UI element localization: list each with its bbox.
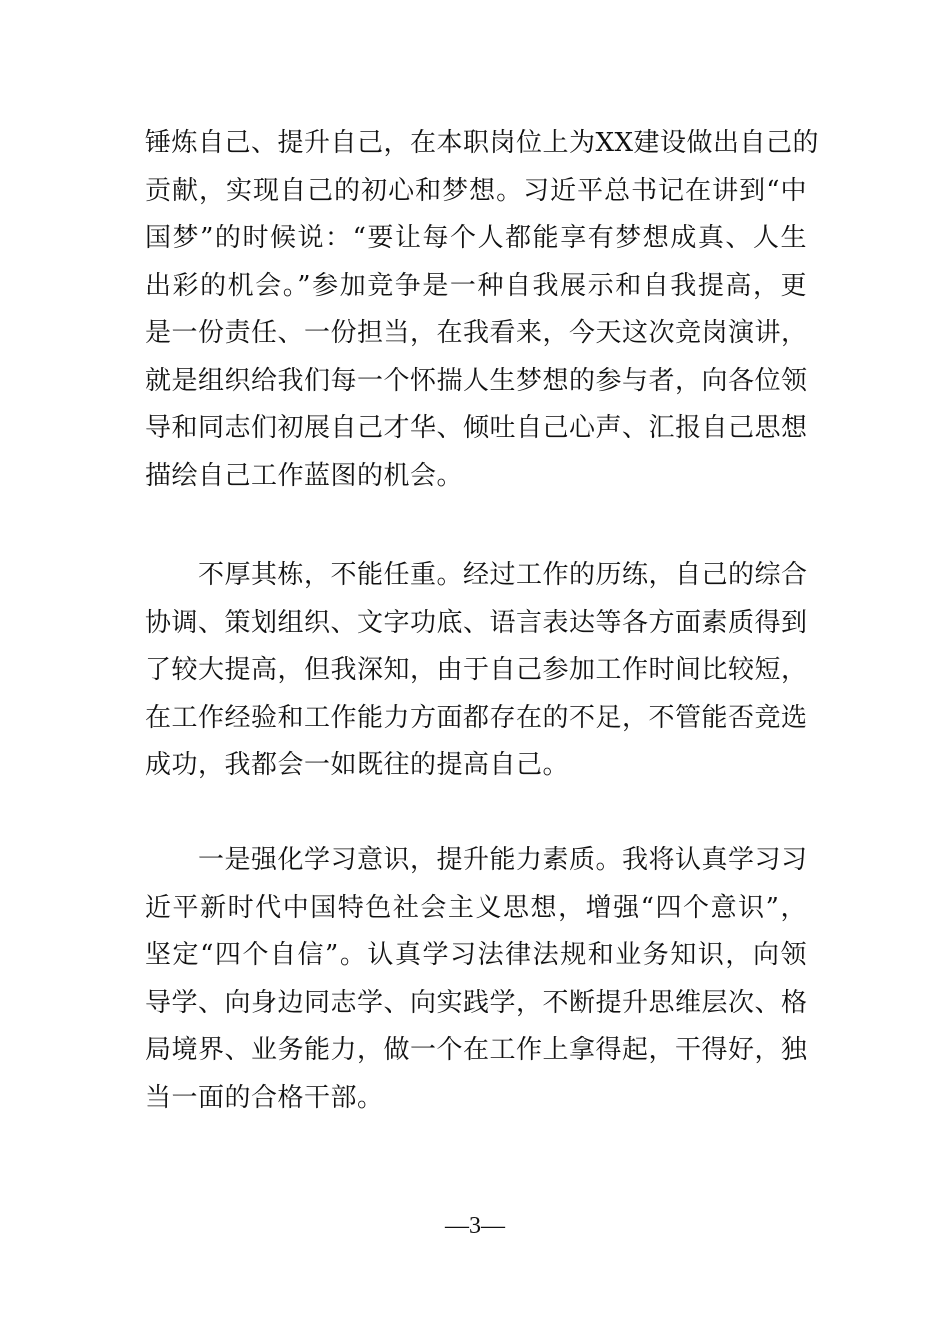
- text-line: 在工作经验和工作能力方面都存在的不足，不管能否竞选: [145, 702, 808, 733]
- text-line: 近平新时代中国特色社会主义思想，增强“四个意识”，: [145, 892, 807, 923]
- text-line: 一是强化学习意识，提升能力素质。我将认真学习习: [198, 845, 808, 875]
- text-line: 坚定“四个自信”。认真学习法律法规和业务知识，向领: [145, 940, 807, 970]
- page-number: —3—: [445, 1213, 505, 1239]
- text-line: 不厚其栋，不能任重。经过工作的历练，自己的综合: [198, 560, 808, 590]
- paragraph-2: [145, 552, 807, 790]
- text-line: 贡献，实现自己的初心和梦想。习近平总书记在讲到“中: [145, 175, 807, 206]
- text-line: 当一面的合格干部。: [145, 1082, 384, 1113]
- text-line: 导和同志们初展自己才华、倾吐自己心声、汇报自己思想: [145, 413, 808, 443]
- text-line: 国梦”的时候说：“要让每个人都能享有梦想成真、人生: [145, 223, 807, 253]
- text-line: 出彩的机会。”参加竞争是一种自我展示和自我提高，更: [145, 270, 807, 301]
- paragraph-1: [145, 120, 820, 500]
- text-line: 锤炼自己、提升自己，在本职岗位上为XX建设做出自己的: [145, 128, 820, 158]
- text-line: 就是组织给我们每一个怀揣人生梦想的参与者，向各位领: [145, 365, 808, 396]
- text-line: 局境界、业务能力，做一个在工作上拿得起，干得好，独: [145, 1035, 808, 1065]
- text-line: 协调、策划组织、文字功底、语言表达等各方面素质得到: [145, 607, 808, 638]
- paragraph-3: [145, 837, 807, 1122]
- text-line: 导学、向身边同志学、向实践学，不断提升思维层次、格: [145, 987, 808, 1018]
- text-line: 了较大提高，但我深知，由于自己参加工作时间比较短，: [145, 655, 808, 685]
- text-line: 描绘自己工作蓝图的机会。: [145, 460, 464, 491]
- text-line: 成功，我都会一如既往的提高自己。: [145, 750, 570, 780]
- text-line: 是一份责任、一份担当，在我看来，今天这次竞岗演讲，: [145, 318, 808, 348]
